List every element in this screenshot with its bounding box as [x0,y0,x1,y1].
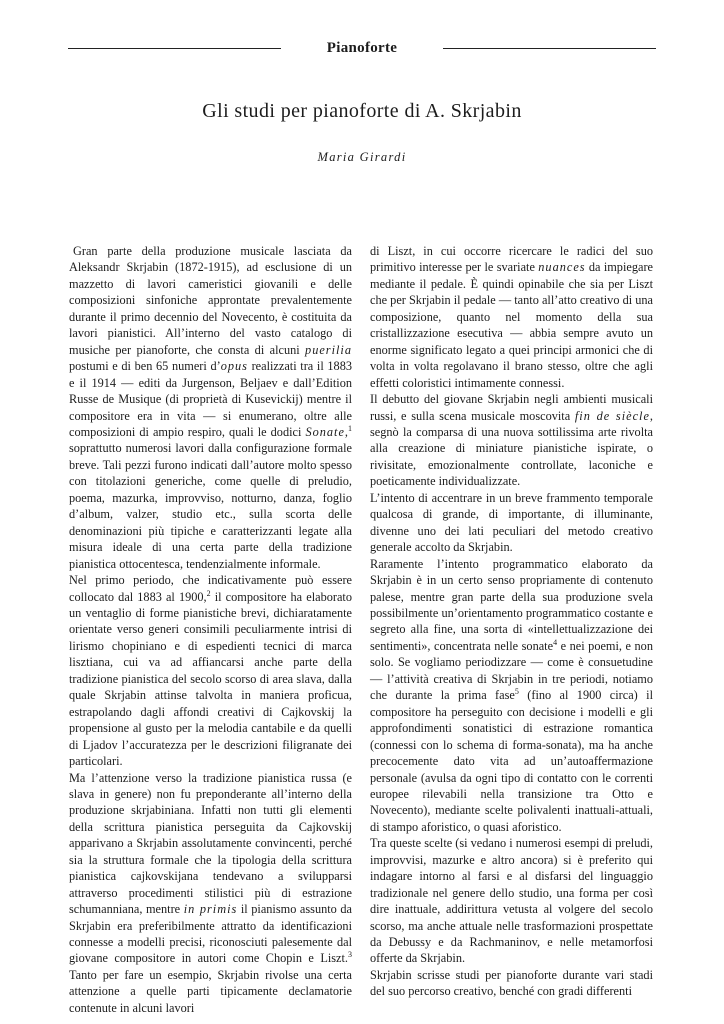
text-run: Tra queste scelte (si vedano i numerosi esempi di preludi, improvvisi, mazurke e altro ancora) si è preferito qui indagare intorno al farsi e al disfarsi del linguaggio tradizionale nel genere dello studio, una forma per così dire inattuale, addirittura vetusta al volgere del secolo scorso, ma anche attuale nelle trasformazioni prospettate da Debussy e da Rachmaninov, e nelle metamorfosi offerte da Skrjabin. [370,836,653,966]
header-rule-left [68,48,281,49]
text-run: e nei poemi, e non solo. Se vogliamo periodizzare — come è consuetudine — l’attività creativa di Skrjabin in tre periodi, notiamo che durante la prima fase [370,638,653,703]
paragraph [370,243,653,391]
header-rule-right [443,48,656,49]
footnote-ref: 2 [206,588,211,598]
paragraph [370,835,653,967]
footnote-ref: 5 [514,687,519,697]
paragraph [370,391,653,490]
text-run: Ma l’attenzione verso la tradizione pianistica russa (e slava in genere) non fu preponderante all’interno della produzione skrjabiniana. Infatti non tutti gli elementi della scrittura pianistica perseguita da Cajkovskij apparivano a Skrjabin assolutamente convincenti, perché sia la struttura formale che la tipologia della scrittura pianistica cajkovskijana tendevano a svilupparsi attraverso procedimenti stilistici più di estrazione schumanniana, mentre [69,770,352,917]
text-run: di Liszt, in cui occorre ricercare le radici del suo primitivo interesse per le svariate [370,244,653,275]
text-column-left [69,243,352,1016]
text-run: , segnò la comparsa di una nuova sottilissima arte rivolta alla creazione di miniature pianistiche ispirate, o rivisitate, emozionalmente controllate, laconiche e poeticamente individualizzate. [370,408,653,489]
text-run: da impiegare mediante il pedale. È quindi opinabile che sia per Liszt che per Skrjabin il pedale — tanto all’atto creativo di una composizione, quanto nel momento della sua cristallizzazione esecutiva — abbia sempre avuto un enorme significato legato a quei principi armonici che di volta in volta regolavano il brano stesso, oltre che agli effetti coloristici intimamente connessi. [370,260,653,390]
italic-term: puerilia [305,342,352,357]
text-run: il compositore ha elaborato un ventaglio di forme pianistiche brevi, dichiaratamente orientate verso generi consimili peculiarmente intrisi di lirismo chopiniano e di espedienti tecnici di marca lisztiana, cui va ad affiancarsi anche parte della tradizione pianistica del secolo scorso di area slava, dalla quale Skrjabin attinse talvolta in maniera proficua, estrapolando dagli affondi creativi di Cajkovskij la propensione al gusto per la melodia cantabile e da quelli di Ljadov l’accuratezza per le descrizioni filigranate dei particolari. [69,589,352,769]
text-run: il pianismo assunto da Skrjabin era preferibilmente attratto da identificazioni connesse a modelli precisi, riconosciuti palesemente dal giovane compositore in autori come Chopin e Liszt. [69,902,352,966]
italic-term: Sonate [305,424,345,439]
text-run: L’intento di accentrare in un breve frammento temporale qualcosa di grande, di importante, di illuminante, divenne uno dei lati peculiari del metodo creativo generale accolto da Skrjabin. [370,490,653,555]
article-title: Gli studi per pianoforte di A. Skrjabin [202,100,522,122]
section-title: Pianoforte [326,39,398,56]
text-run: realizzati tra il 1883 e il 1914 — editi da Jurgenson, Beljaev e dall’Edition Russe de Musique (di proprietà di Kusevickij) mentre il compositore era in vita — si enumerano, oltre alle composizioni di ampio respiro, quali le dodici [69,359,352,439]
author-name: Maria Girardi [317,150,407,164]
text-run: soprattutto numerosi lavori dalla configurazione formale breve. Tali pezzi furono indicati dall’autore molto spesso con titolazioni generiche, come quelle di preludio, poema, mazurka, improvviso, notturno, danza, foglio d’album, valzer, studio etc., sulla scorta delle denominazioni più tipiche e caratterizzanti legate alla misura ideale di una certa parte della tradizione pianistica ottocentesca, tendenzialmente informale. [69,441,352,571]
text-run: postumi e di ben 65 numeri d’ [69,359,221,374]
footnote-ref: 3 [348,950,352,960]
italic-term: nuances [538,260,586,275]
text-run: Tanto per fare un esempio, Skrjabin rivolse una certa attenzione a quelle parti tipicamente declamatorie contenute in alcuni lavori [69,967,352,1015]
italic-term: opus [220,359,248,374]
paragraph [370,490,653,556]
text-run: , [344,424,348,439]
text-column-right [370,243,653,1000]
paragraph [69,243,352,572]
footnote-ref: 1 [348,423,352,433]
text-run: Raramente l’intento programmatico elaborato da Skrjabin è in un certo senso propriamente di contenuto palese, mentre gran parte della sua produzione svela possibilmente un’orientamento programmatico costante e segreto alla fine, una sorta di «intellettualizzazione dei sentimenti», concentrata nelle sonate [370,556,653,653]
text-run: Skrjabin scrisse studi per pianoforte durante vari stadi del suo percorso creativo, benché con gradi differenti [370,967,653,999]
italic-term: fin de siècle [574,408,650,423]
paragraph [69,572,352,769]
text-run: Nel primo periodo, che indicativamente può essere collocato dal 1883 al 1900, [69,573,352,604]
paragraph [370,967,653,1000]
text-run: Gran parte della produzione musicale lasciata da Aleksandr Skrjabin (1872-1915), ad esclusione di un mazzetto di lavori cameristici giovanili e delle composizioni sinfoniche approntate prevalentemente durante il primo decennio del Novecento, è costituita da lavori pianistici. All’interno del vasto catalogo di musiche per pianoforte, che consta di alcuni [69,244,352,357]
text-run: Il debutto del giovane Skrjabin negli ambienti musicali russi, e sulla scena musicale moscovita [370,392,653,423]
section-header [68,36,656,60]
footnote-ref: 4 [553,637,558,647]
italic-term: in primis [183,902,238,917]
paragraph [69,770,352,1017]
paragraph [370,556,653,836]
text-run: (fino al 1900 circa) il compositore ha perseguito con decisione i modelli e gli approfondimenti sonatistici di estrazione romantica (connessi con lo schema di forma-sonata), ma ha anche precocemente dato vita ad un’autoaffermazione personale (avulsa da ogni tipo di contatto con le correnti europee rilevabili nella transizione tra Otto e Novecento), mediante scelte polivalenti inattuali-attuali, di stampo aforistico, o quasi aforistico. [370,688,653,834]
